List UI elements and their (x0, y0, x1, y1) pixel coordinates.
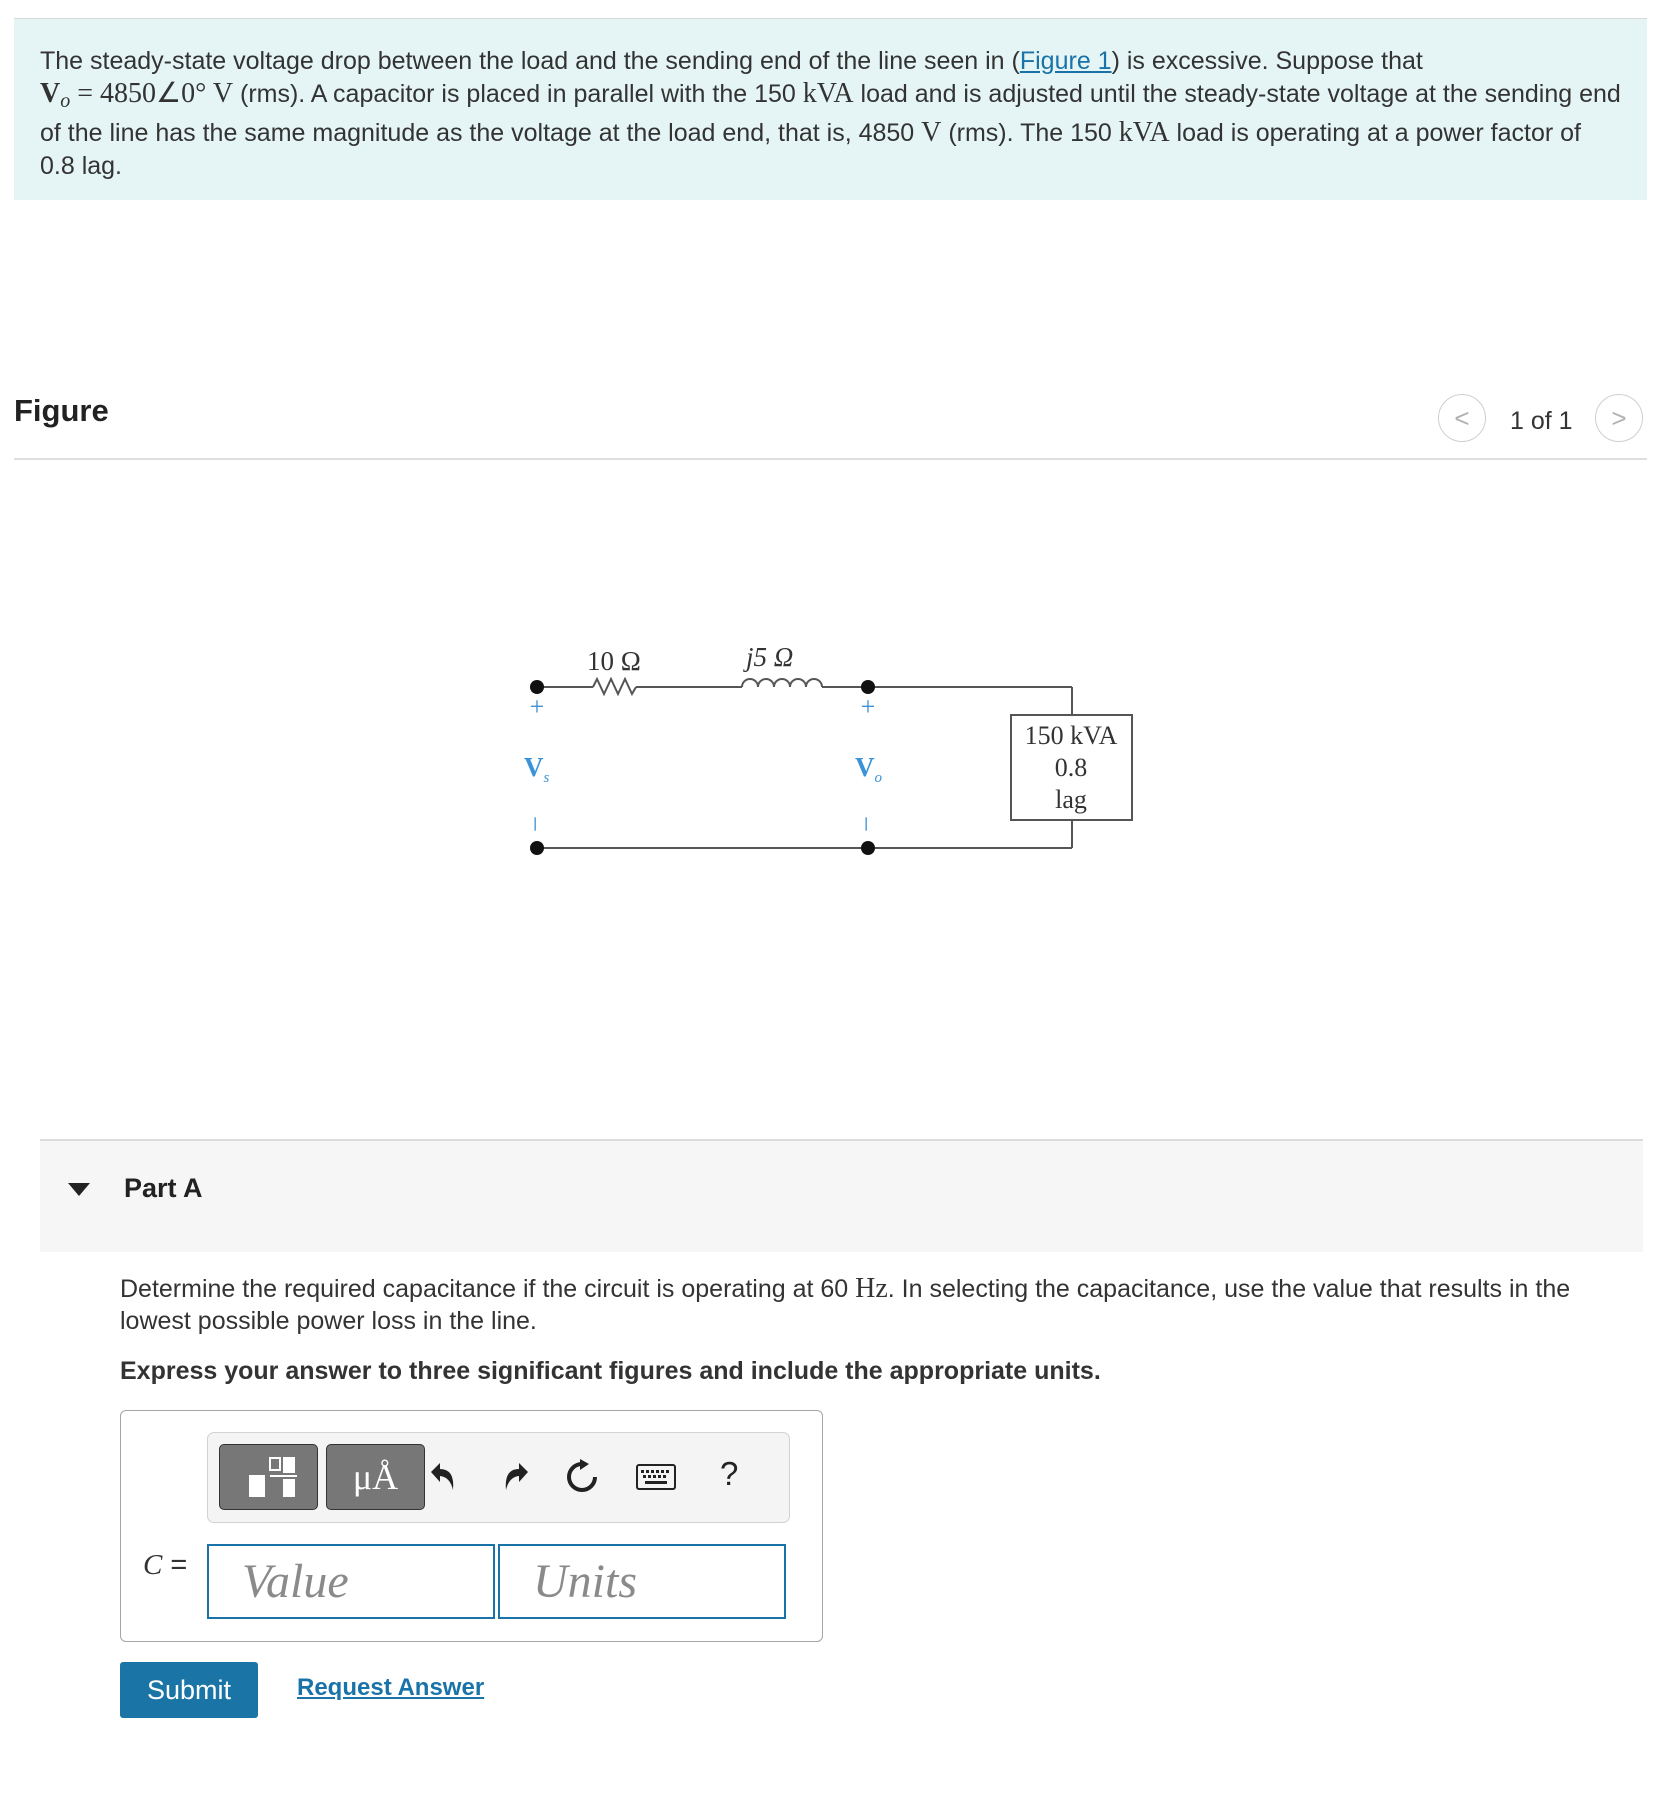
problem-statement: The steady-state voltage drop between the load and the sending end of the line seen in (Figure 1) is excessive. Suppose that $V_o$ = 4850∠0° V (rms). A capacitor is placed in parallel with the 150 kVA load and is adjusted until the steady-state voltage at the sending end of the line has the same magnitude as the voltage at the load end, that is, 4850 V (rms). The 150 kVA load is operating at a power factor of 0.8 lag. (14, 19, 1647, 200)
caret-down-icon[interactable] (68, 1183, 90, 1196)
vo-minus-sign: – (854, 817, 883, 831)
part-a-header[interactable] (40, 1139, 1643, 1252)
answer-box (120, 1410, 823, 1642)
prev-figure-button[interactable] (1438, 394, 1486, 442)
part-a-title: Part A (124, 1173, 203, 1203)
redo-button[interactable] (497, 1457, 537, 1497)
part-a-question: Determine the required capacitance if the circuit is operating at 60 Hz. In selecting the capacitance, use the value that results in the lowest possible power loss in the line. (120, 1273, 1571, 1335)
part-a-instruction: Express your answer to three significant figures and include the appropriate units. (120, 1357, 1101, 1385)
value-input[interactable] (207, 1544, 495, 1619)
chevron-left-icon: < (1454, 402, 1470, 433)
vs-label: $V_s$ (524, 752, 550, 786)
load-rating-label: 150 kVA (1024, 721, 1118, 750)
keyboard-icon (636, 1464, 676, 1490)
resistor-symbol (593, 679, 636, 694)
math-toolbar (207, 1432, 790, 1523)
figure-pager: 1 of 1 (1510, 407, 1573, 435)
capacitance-label: C = (143, 1549, 188, 1581)
chevron-right-icon: > (1611, 402, 1627, 433)
request-answer-link[interactable]: Request Answer (297, 1674, 485, 1701)
vo-label: $V_o$ (855, 752, 882, 786)
templates-icon (237, 1450, 301, 1504)
units-symbols-button[interactable]: μÅ (326, 1444, 425, 1510)
circuit-diagram (510, 630, 1150, 860)
keyboard-button[interactable] (634, 1457, 678, 1497)
resistor-label: 10 Ω (587, 646, 641, 676)
figure-divider (14, 458, 1647, 460)
load-pf-label: 0.8 (1054, 753, 1088, 782)
terminal-vo-bottom (861, 841, 875, 855)
vo-plus-sign: + (860, 692, 876, 721)
terminal-vs-bottom (530, 841, 544, 855)
load-lag-label: lag (1055, 785, 1087, 814)
inductor-label: j5 Ω (746, 642, 794, 672)
reset-button[interactable] (562, 1457, 602, 1497)
undo-button[interactable] (422, 1457, 462, 1497)
vs-plus-sign: + (529, 692, 545, 721)
reset-icon (564, 1459, 600, 1495)
figure-1-link[interactable]: Figure 1 (1019, 47, 1112, 75)
next-figure-button[interactable] (1595, 394, 1643, 442)
templates-button[interactable] (219, 1444, 318, 1510)
help-button[interactable]: ? (720, 1455, 739, 1492)
inductor-symbol (742, 679, 822, 687)
vs-minus-sign: – (523, 817, 552, 831)
figure-title: Figure (14, 393, 109, 428)
undo-icon (425, 1460, 459, 1494)
redo-icon (500, 1460, 534, 1494)
units-input[interactable] (498, 1544, 786, 1619)
submit-button[interactable]: Submit (120, 1662, 258, 1718)
